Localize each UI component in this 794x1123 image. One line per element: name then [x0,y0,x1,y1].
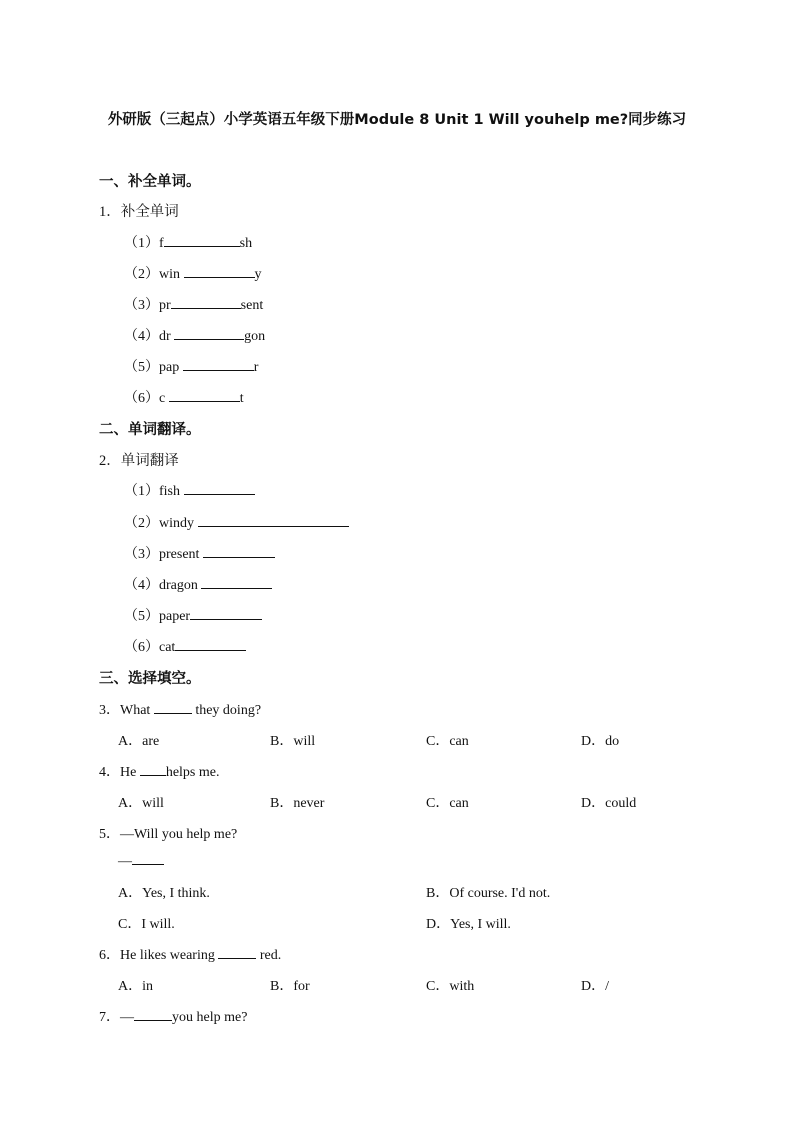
translate-item-6 [124,636,246,656]
question-5-stem [99,823,237,843]
option-d[interactable]: D．Yes, I will. [426,917,511,932]
item-word: cat [159,640,176,655]
question-number: 5． [99,827,120,842]
question-1-header [99,200,179,221]
item-index: （6） [124,640,159,655]
stem-text: He likes wearing [120,948,219,963]
option-d[interactable]: D．/ [581,979,609,994]
answer-blank[interactable] [190,607,262,620]
stem-text: you help me? [172,1010,248,1025]
item-index: （6） [124,391,159,406]
answer-blank[interactable] [171,296,241,309]
question-7-stem [99,1006,247,1026]
question-number: 1． [99,204,121,220]
translate-item-1 [124,480,255,500]
stem-text: — [118,854,132,869]
item-suffix: r [253,360,259,375]
option-c[interactable]: C．with [426,979,475,994]
question-4-stem [99,761,219,781]
answer-blank[interactable] [184,265,255,278]
answer-blank[interactable] [198,514,349,527]
option-a[interactable]: A．Yes, I think. [118,886,210,901]
answer-blank[interactable] [169,389,240,402]
stem-text: — [120,1010,134,1025]
fill-item-1 [124,232,252,252]
fill-item-3 [124,294,263,314]
option-c[interactable]: C．I will. [118,917,175,932]
item-index: （5） [124,609,159,624]
item-index: （2） [124,267,159,282]
translate-item-4 [124,574,272,594]
answer-blank[interactable] [134,1008,172,1021]
option-d[interactable]: D．do [581,734,620,749]
option-c[interactable]: C．can [426,796,469,811]
question-3-stem [99,699,261,719]
question-number: 7． [99,1010,120,1025]
question-5-response [118,852,164,870]
item-prefix: pap [159,360,183,375]
translate-item-3 [124,543,275,563]
section-heading-3: 三、选择填空。 [99,671,201,687]
item-prefix: win [159,267,184,282]
fill-item-4 [124,325,265,345]
item-word: paper [159,609,191,624]
answer-blank[interactable] [140,763,166,776]
stem-text: What [120,703,154,718]
item-word: present [159,547,203,562]
item-index: （4） [124,329,159,344]
translate-item-2 [124,512,349,532]
item-word: fish [159,484,184,499]
question-2-header [99,449,179,470]
option-b[interactable]: B．never [270,796,325,811]
option-b[interactable]: B．Of course. I'd not. [426,886,551,901]
question-number: 6． [99,948,120,963]
item-word: dragon [159,578,202,593]
item-suffix: sent [240,298,264,313]
option-c[interactable]: C．can [426,734,469,749]
document-title: 外研版（三起点）小学英语五年级下册Module 8 Unit 1 Will youhelp me?同步练习 [107,112,687,128]
fill-item-6 [124,387,244,407]
item-index: （3） [124,298,159,313]
item-prefix: c [159,391,169,406]
stem-text: He [120,765,140,780]
question-label: 单词翻译 [120,453,179,469]
answer-blank[interactable] [132,852,164,865]
fill-item-2 [124,263,262,283]
option-b[interactable]: B．for [270,979,310,994]
answer-blank[interactable] [201,576,272,589]
option-d[interactable]: D．could [581,796,637,811]
item-index: （5） [124,360,159,375]
option-b[interactable]: B．will [270,734,316,749]
answer-blank[interactable] [175,638,246,651]
question-number: 4． [99,765,120,780]
item-index: （3） [124,547,159,562]
stem-text: helps me. [165,765,220,780]
question-6-stem [99,944,281,964]
item-prefix: f [159,236,164,251]
answer-blank[interactable] [164,234,240,247]
translate-item-5 [124,605,262,625]
item-index: （1） [124,236,159,251]
answer-blank[interactable] [154,701,192,714]
stem-text: red. [256,948,282,963]
question-number: 2． [99,453,121,469]
question-label: 补全单词 [120,204,179,220]
option-a[interactable]: A．will [118,796,164,811]
item-index: （4） [124,578,159,593]
section-heading-1: 一、补全单词。 [99,174,201,190]
answer-blank[interactable] [174,327,244,340]
item-prefix: dr [159,329,175,344]
fill-item-5 [124,356,258,376]
item-index: （2） [124,516,159,531]
question-number: 3． [99,703,120,718]
item-suffix: y [254,267,262,282]
option-a[interactable]: A．are [118,734,160,749]
answer-blank[interactable] [203,545,275,558]
stem-text: —Will you help me? [120,827,238,842]
section-heading-2: 二、单词翻译。 [99,422,201,438]
item-prefix: pr [159,298,171,313]
option-a[interactable]: A．in [118,979,153,994]
stem-text: they doing? [191,703,262,718]
answer-blank[interactable] [183,358,254,371]
item-index: （1） [124,484,159,499]
item-word: windy [159,516,198,531]
answer-blank[interactable] [218,946,256,959]
item-suffix: gon [244,329,266,344]
item-suffix: sh [239,236,253,251]
item-suffix: t [239,391,244,406]
answer-blank[interactable] [184,482,255,495]
